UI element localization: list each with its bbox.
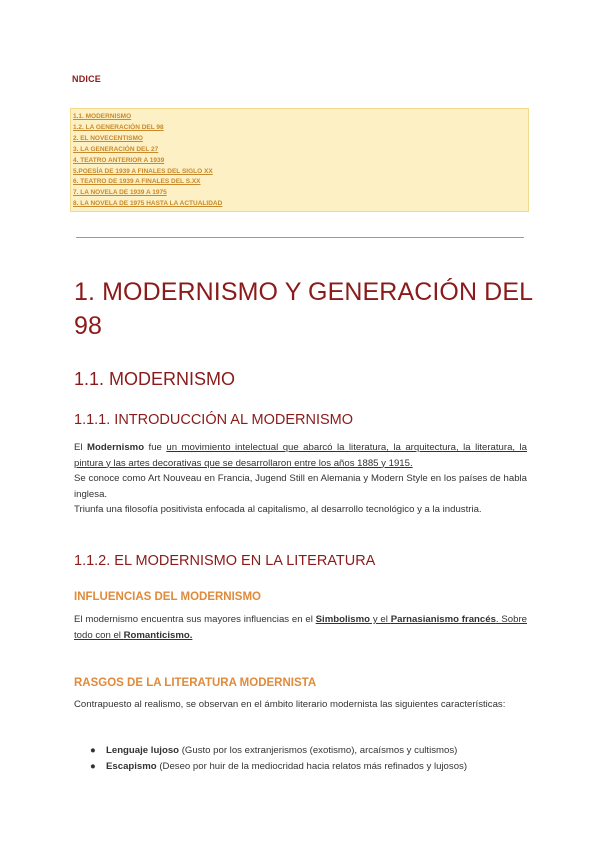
trait-description: (Deseo por huir de la mediocridad hacia relatos más refinados y lujosos) [156, 760, 468, 772]
text-fragment: . Sobre todo con el [74, 614, 527, 641]
table-of-contents [70, 108, 529, 212]
list-item [90, 743, 530, 759]
index-title: NDICE [72, 74, 102, 84]
bullet-icon: ● [90, 760, 96, 772]
text-fragment: El modernismo encuentra sus mayores influencias en el [74, 614, 316, 625]
toc-link-teatro-anterior-1939[interactable]: 4. TEATRO ANTERIOR A 1939 [73, 156, 165, 164]
definition-underlined: un movimiento intelectual que abarcó la literatura, la arquitectura, la literatura, la pintura y las artes decorativas que se desarrollaron entre los años 1885 y 1915. [74, 442, 528, 469]
toc-link-generacion-27[interactable]: 3. LA GENERACIÓN DEL 27 [73, 145, 159, 153]
intro-paragraph [74, 440, 527, 518]
trait-term: Lenguaje lujoso [106, 745, 180, 756]
influences-heading: INFLUENCIAS DEL MODERNISMO [74, 591, 261, 603]
influences-paragraph [74, 612, 527, 643]
toc-link-novela-1975[interactable]: 8. LA NOVELA DE 1975 HASTA LA ACTUALIDAD [73, 200, 223, 208]
chapter-heading: 1. MODERNISMO Y GENERACIÓN DEL 98 [74, 278, 533, 340]
subsection-heading-intro: 1.1.1. INTRODUCCIÓN AL MODERNISMO [74, 412, 354, 428]
bullet-icon: ● [90, 745, 96, 756]
text-fragment: y el [370, 614, 391, 625]
traits-heading: RASGOS DE LA LITERATURA MODERNISTA [74, 677, 317, 689]
text-fragment: El [74, 442, 88, 453]
toc-link-novecentismo[interactable]: 2. EL NOVECENTISMO [73, 134, 143, 142]
toc-link-poesia-1939[interactable]: 5.POESÍA DE 1939 A FINALES DEL SIGLO XX [73, 167, 213, 175]
toc-link-teatro-1939[interactable]: 6. TEATRO DE 1939 A FINALES DEL S.XX [73, 178, 201, 186]
term-parnasianismo: Parnasianismo francés [390, 614, 496, 625]
toc-link-modernismo[interactable]: 1.1. MODERNISMO [73, 113, 132, 120]
traits-intro: Contrapuesto al realismo, se observan en el ámbito literario modernista las siguientes características: [74, 699, 506, 710]
toc-link-generacion-98[interactable]: 1.2. LA GENERACIÓN DEL 98 [73, 123, 164, 131]
toc-link-novela-1939-1975[interactable]: 7. LA NOVELA DE 1939 A 1975 [73, 189, 167, 197]
trait-term: Escapismo [106, 760, 157, 772]
text-fragment: Triunfa una filosofía positivista enfocada al capitalismo, al desarrollo tecnológico y a la industria. [74, 504, 482, 515]
term-romanticismo: Romanticismo. [123, 629, 193, 641]
list-item [90, 759, 530, 775]
trait-description: (Gusto por los extranjerismos (exotismo), arcaísmos y cultismos) [179, 745, 458, 756]
text-fragment: fue [144, 442, 167, 453]
section-heading: 1.1. MODERNISMO [74, 369, 236, 389]
subsection-heading-literatura: 1.1.2. EL MODERNISMO EN LA LITERATURA [74, 553, 376, 569]
term-modernismo: Modernismo [87, 442, 145, 453]
horizontal-divider [76, 237, 524, 238]
text-fragment: Se conoce como Art Nouveau en Francia, Jugend Still en Alemania y Modern Style en los países de habla inglesa. [74, 473, 527, 500]
term-simbolismo: Simbolismo [315, 614, 371, 625]
traits-list [90, 743, 530, 774]
